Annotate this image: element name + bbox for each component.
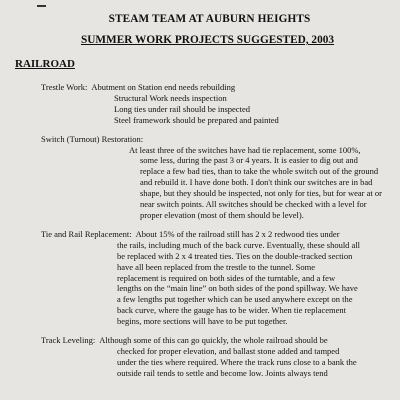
switch-restoration-line: shape, but they should be inspected, not only for ties, but for wear at or xyxy=(140,188,382,199)
tie-rail-replacement-line: be replaced with 2 x 4 treated ties. Ties on the double-tracked section xyxy=(117,250,353,261)
switch-restoration-line: proper elevation (most of them should be level). xyxy=(140,209,304,220)
switch-restoration-line: replace a few bad ties, than to take the whole switch out of the ground xyxy=(140,166,379,177)
track-leveling-line: Although some of this can go quickly, the whole railroad should be xyxy=(99,335,328,346)
trestle-work-line: Steel framework should be prepared and painted xyxy=(114,114,279,125)
tie-rail-replacement-line: begins, more sections will have to be put together. xyxy=(117,316,288,327)
switch-restoration-line: and rebuild it. I have done both. I don't think our switches are in bad xyxy=(140,177,373,188)
tie-rail-replacement-line: replacement is required on both sides of the turntable, and a few xyxy=(117,272,336,283)
trestle-work-item xyxy=(19,82,382,126)
trestle-work-line: Long ties under rail should be inspected xyxy=(114,103,250,114)
document-title: STEAM TEAM AT AUBURN HEIGHTS xyxy=(108,13,311,25)
tie-rail-replacement-line: have all been replaced from the trestle to the tunnel. Some xyxy=(117,261,316,272)
switch-restoration-line: some less, during the past 3 or 4 years. It is easier to dig out and xyxy=(140,155,358,166)
track-leveling-line: under the ties where required. Where the track runs close to a bank the xyxy=(117,356,357,367)
tie-rail-replacement-line: a few lengths put together which can be used anywhere except on the xyxy=(117,294,353,305)
switch-restoration-label: Switch (Turnout) Restoration: xyxy=(41,133,144,144)
track-leveling-line: checked for proper elevation, and ballast stone added and tamped xyxy=(117,345,340,356)
section-heading: RAILROAD xyxy=(15,58,75,70)
track-leveling-line: outside rail tends to settle and become low. Joints always tend xyxy=(117,367,328,378)
switch-restoration-line: At least three of the switches have had tie replacement, some 100%, xyxy=(129,144,361,155)
switch-restoration-item xyxy=(19,134,382,221)
tie-rail-replacement-item xyxy=(19,229,382,327)
trestle-work-label: Trestle Work: xyxy=(41,82,88,92)
tie-rail-replacement-label: Tie and Rail Replacement: xyxy=(41,228,132,239)
track-leveling-item xyxy=(19,335,382,379)
tie-rail-replacement-line: lengths on the “main line” on both sides of the pond spillway. We have xyxy=(117,283,358,294)
tie-rail-replacement-line: the rails, including much of the back curve. Eventually, these should all xyxy=(117,239,361,250)
document-subtitle: SUMMER WORK PROJECTS SUGGESTED, 2003 xyxy=(80,34,335,46)
tie-rail-replacement-line: About 15% of the railroad still has 2 x 2 redwood ties under xyxy=(135,228,340,239)
hole-punch-mark xyxy=(37,5,46,7)
trestle-work-line: Abutment on Station end needs rebuilding xyxy=(91,82,236,92)
switch-restoration-line: near switch points. All switches should be checked with a level for xyxy=(140,199,367,210)
trestle-work-line: Structural Work needs inspection xyxy=(114,92,227,103)
tie-rail-replacement-line: back curve, where the gauge has to be wider. When tie replacement xyxy=(117,305,347,316)
track-leveling-label: Track Leveling: xyxy=(41,335,96,346)
